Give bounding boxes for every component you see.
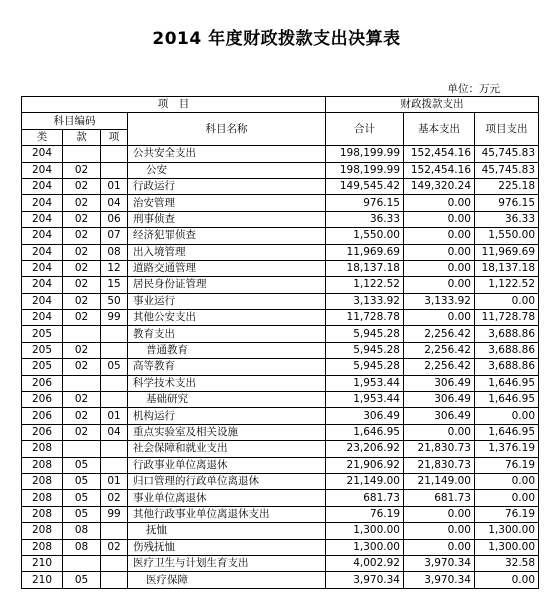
table-row: [22, 523, 539, 539]
project-cell: 3,688.86: [475, 342, 539, 358]
total-cell: 1,300.00: [326, 539, 404, 555]
kuan-cell: 08: [63, 539, 101, 555]
xiang-cell: [101, 326, 128, 342]
kuan-cell: 02: [63, 277, 101, 293]
table-row: [22, 506, 539, 522]
subject-name-cell: 伤残抚恤: [128, 539, 326, 555]
table-row: [22, 244, 539, 260]
table-row: [22, 572, 539, 588]
kuan-header: 款: [63, 129, 101, 145]
total-cell: 1,300.00: [326, 523, 404, 539]
basic-cell: 0.00: [404, 523, 475, 539]
item-header: 项 目: [22, 97, 326, 113]
lei-cell: 204: [22, 195, 63, 211]
subject-name-header: 科目名称: [128, 113, 326, 146]
basic-header: 基本支出: [404, 113, 475, 146]
basic-cell: 3,133.92: [404, 293, 475, 309]
basic-cell: 0.00: [404, 310, 475, 326]
code-group-header: 科目编码: [22, 113, 128, 129]
subject-name-cell: 其他公安支出: [128, 310, 326, 326]
total-cell: 1,646.95: [326, 424, 404, 440]
basic-cell: 3,970.34: [404, 555, 475, 571]
table-row: [22, 162, 539, 178]
kuan-cell: 02: [63, 244, 101, 260]
lei-cell: 208: [22, 523, 63, 539]
subject-name-cell: 抚恤: [128, 523, 326, 539]
xiang-cell: 01: [101, 408, 128, 424]
total-cell: 1,550.00: [326, 228, 404, 244]
basic-cell: 0.00: [404, 506, 475, 522]
table-row: [22, 195, 539, 211]
subject-name-cell: 刑事侦查: [128, 211, 326, 227]
subject-name-cell: 居民身份证管理: [128, 277, 326, 293]
table-row: [22, 260, 539, 276]
subject-name-cell: 医疗卫生与计划生育支出: [128, 555, 326, 571]
subject-name-cell: 出入境管理: [128, 244, 326, 260]
kuan-cell: 02: [63, 293, 101, 309]
xiang-cell: [101, 523, 128, 539]
project-cell: 0.00: [475, 490, 539, 506]
basic-cell: 306.49: [404, 375, 475, 391]
project-cell: 1,550.00: [475, 228, 539, 244]
kuan-cell: 02: [63, 211, 101, 227]
subject-name-cell: 医疗保障: [128, 572, 326, 588]
lei-cell: 204: [22, 310, 63, 326]
kuan-cell: 05: [63, 473, 101, 489]
kuan-cell: [63, 555, 101, 571]
total-cell: 4,002.92: [326, 555, 404, 571]
lei-cell: 206: [22, 424, 63, 440]
basic-cell: 0.00: [404, 539, 475, 555]
kuan-cell: [63, 441, 101, 457]
table-row: [22, 310, 539, 326]
subject-name-cell: 经济犯罪侦查: [128, 228, 326, 244]
subject-name-cell: 社会保障和就业支出: [128, 441, 326, 457]
header-row-2: [22, 113, 539, 129]
basic-cell: 3,970.34: [404, 572, 475, 588]
total-cell: 681.73: [326, 490, 404, 506]
project-cell: 1,122.52: [475, 277, 539, 293]
lei-cell: 205: [22, 326, 63, 342]
lei-cell: 204: [22, 178, 63, 194]
xiang-cell: 99: [101, 310, 128, 326]
project-cell: 1,376.19: [475, 441, 539, 457]
xiang-cell: [101, 162, 128, 178]
basic-cell: 681.73: [404, 490, 475, 506]
table-row: [22, 326, 539, 342]
basic-cell: 21,149.00: [404, 473, 475, 489]
basic-cell: 152,454.16: [404, 146, 475, 162]
lei-cell: 208: [22, 490, 63, 506]
project-cell: 36.33: [475, 211, 539, 227]
lei-cell: 205: [22, 342, 63, 358]
subject-name-cell: 行政事业单位离退休: [128, 457, 326, 473]
kuan-cell: 02: [63, 178, 101, 194]
subject-name-cell: 行政运行: [128, 178, 326, 194]
xiang-cell: 08: [101, 244, 128, 260]
subject-name-cell: 归口管理的行政单位离退休: [128, 473, 326, 489]
lei-cell: 208: [22, 539, 63, 555]
xiang-cell: [101, 441, 128, 457]
subject-name-cell: 公共安全支出: [128, 146, 326, 162]
table-row: [22, 146, 539, 162]
xiang-cell: 15: [101, 277, 128, 293]
project-cell: 0.00: [475, 408, 539, 424]
project-cell: 1,646.95: [475, 424, 539, 440]
basic-cell: 0.00: [404, 260, 475, 276]
lei-cell: 204: [22, 162, 63, 178]
total-header: 合计: [326, 113, 404, 146]
kuan-cell: 08: [63, 523, 101, 539]
table-row: [22, 539, 539, 555]
xiang-cell: [101, 342, 128, 358]
lei-cell: 208: [22, 473, 63, 489]
total-cell: 21,149.00: [326, 473, 404, 489]
basic-cell: 2,256.42: [404, 359, 475, 375]
kuan-cell: 05: [63, 506, 101, 522]
lei-cell: 208: [22, 457, 63, 473]
table-row: [22, 490, 539, 506]
total-cell: 3,133.92: [326, 293, 404, 309]
project-header: 项目支出: [475, 113, 539, 146]
basic-cell: 0.00: [404, 228, 475, 244]
table-row: [22, 392, 539, 408]
lei-cell: 205: [22, 359, 63, 375]
basic-cell: 306.49: [404, 392, 475, 408]
xiang-header: 项: [101, 129, 128, 145]
table-row: [22, 555, 539, 571]
project-cell: 3,688.86: [475, 326, 539, 342]
table-row: [22, 277, 539, 293]
kuan-cell: 05: [63, 572, 101, 588]
basic-cell: 306.49: [404, 408, 475, 424]
xiang-cell: [101, 392, 128, 408]
table-row: [22, 457, 539, 473]
table-row: [22, 473, 539, 489]
lei-cell: 208: [22, 506, 63, 522]
basic-cell: 152,454.16: [404, 162, 475, 178]
lei-cell: 204: [22, 293, 63, 309]
total-cell: 198,199.99: [326, 146, 404, 162]
basic-cell: 2,256.42: [404, 326, 475, 342]
project-cell: 76.19: [475, 506, 539, 522]
kuan-cell: 02: [63, 424, 101, 440]
xiang-cell: 02: [101, 539, 128, 555]
project-cell: 45,745.83: [475, 162, 539, 178]
total-cell: 5,945.28: [326, 359, 404, 375]
kuan-cell: 02: [63, 260, 101, 276]
xiang-cell: 01: [101, 178, 128, 194]
subject-name-cell: 教育支出: [128, 326, 326, 342]
table-row: [22, 211, 539, 227]
project-cell: 0.00: [475, 293, 539, 309]
basic-cell: 0.00: [404, 277, 475, 293]
lei-cell: 206: [22, 375, 63, 391]
table-row: [22, 342, 539, 358]
xiang-cell: 04: [101, 195, 128, 211]
lei-cell: 206: [22, 392, 63, 408]
xiang-cell: [101, 457, 128, 473]
kuan-cell: 02: [63, 342, 101, 358]
xiang-cell: 02: [101, 490, 128, 506]
project-cell: 0.00: [475, 572, 539, 588]
table-row: [22, 293, 539, 309]
kuan-cell: 02: [63, 195, 101, 211]
subject-name-cell: 其他行政事业单位离退休支出: [128, 506, 326, 522]
budget-group-header: 财政拨款支出: [326, 97, 539, 113]
total-cell: 149,545.42: [326, 178, 404, 194]
kuan-cell: [63, 326, 101, 342]
xiang-cell: 04: [101, 424, 128, 440]
total-cell: 21,906.92: [326, 457, 404, 473]
xiang-cell: 05: [101, 359, 128, 375]
table-row: [22, 424, 539, 440]
lei-cell: 210: [22, 555, 63, 571]
xiang-cell: 06: [101, 211, 128, 227]
total-cell: 1,122.52: [326, 277, 404, 293]
lei-cell: 204: [22, 146, 63, 162]
kuan-cell: 02: [63, 408, 101, 424]
project-cell: 18,137.18: [475, 260, 539, 276]
project-cell: 1,300.00: [475, 539, 539, 555]
subject-name-cell: 基础研究: [128, 392, 326, 408]
subject-name-cell: 普通教育: [128, 342, 326, 358]
xiang-cell: [101, 555, 128, 571]
kuan-cell: 05: [63, 490, 101, 506]
project-cell: 1,300.00: [475, 523, 539, 539]
total-cell: 306.49: [326, 408, 404, 424]
lei-cell: 204: [22, 244, 63, 260]
table-row: [22, 178, 539, 194]
project-cell: 11,728.78: [475, 310, 539, 326]
subject-name-cell: 科学技术支出: [128, 375, 326, 391]
xiang-cell: 50: [101, 293, 128, 309]
subject-name-cell: 重点实验室及相关设施: [128, 424, 326, 440]
total-cell: 36.33: [326, 211, 404, 227]
project-cell: 3,688.86: [475, 359, 539, 375]
table-row: [22, 359, 539, 375]
total-cell: 1,953.44: [326, 392, 404, 408]
subject-name-cell: 道路交通管理: [128, 260, 326, 276]
project-cell: 32.58: [475, 555, 539, 571]
kuan-cell: 02: [63, 228, 101, 244]
page-title: 2014 年度财政拨款支出决算表: [152, 29, 401, 49]
total-cell: 198,199.99: [326, 162, 404, 178]
table-row: [22, 375, 539, 391]
xiang-cell: [101, 146, 128, 162]
total-cell: 18,137.18: [326, 260, 404, 276]
table-row: [22, 441, 539, 457]
basic-cell: 2,256.42: [404, 342, 475, 358]
total-cell: 5,945.28: [326, 342, 404, 358]
kuan-cell: [63, 375, 101, 391]
header-row-1: [22, 97, 539, 113]
project-cell: 0.00: [475, 473, 539, 489]
project-cell: 45,745.83: [475, 146, 539, 162]
kuan-cell: 02: [63, 392, 101, 408]
total-cell: 1,953.44: [326, 375, 404, 391]
project-cell: 225.18: [475, 178, 539, 194]
lei-cell: 206: [22, 408, 63, 424]
kuan-cell: 02: [63, 310, 101, 326]
total-cell: 5,945.28: [326, 326, 404, 342]
lei-cell: 204: [22, 277, 63, 293]
lei-cell: 204: [22, 260, 63, 276]
lei-header: 类: [22, 129, 63, 145]
project-cell: 976.15: [475, 195, 539, 211]
table-body: [22, 146, 539, 589]
total-cell: 3,970.34: [326, 572, 404, 588]
subject-name-cell: 事业运行: [128, 293, 326, 309]
project-cell: 1,646.95: [475, 392, 539, 408]
subject-name-cell: 机构运行: [128, 408, 326, 424]
xiang-cell: 99: [101, 506, 128, 522]
total-cell: 11,728.78: [326, 310, 404, 326]
total-cell: 76.19: [326, 506, 404, 522]
table-row: [22, 228, 539, 244]
subject-name-cell: 治安管理: [128, 195, 326, 211]
total-cell: 11,969.69: [326, 244, 404, 260]
basic-cell: 0.00: [404, 195, 475, 211]
unit-label: 单位：万元: [447, 83, 500, 95]
total-cell: 23,206.92: [326, 441, 404, 457]
xiang-cell: 07: [101, 228, 128, 244]
basic-cell: 0.00: [404, 211, 475, 227]
lei-cell: 210: [22, 572, 63, 588]
subject-name-cell: 高等教育: [128, 359, 326, 375]
subject-name-cell: 事业单位离退休: [128, 490, 326, 506]
basic-cell: 21,830.73: [404, 441, 475, 457]
xiang-cell: 12: [101, 260, 128, 276]
basic-cell: 21,830.73: [404, 457, 475, 473]
lei-cell: 204: [22, 228, 63, 244]
xiang-cell: 01: [101, 473, 128, 489]
kuan-cell: 05: [63, 457, 101, 473]
kuan-cell: 02: [63, 162, 101, 178]
basic-cell: 0.00: [404, 424, 475, 440]
project-cell: 11,969.69: [475, 244, 539, 260]
project-cell: 76.19: [475, 457, 539, 473]
basic-cell: 0.00: [404, 244, 475, 260]
kuan-cell: [63, 146, 101, 162]
xiang-cell: [101, 375, 128, 391]
total-cell: 976.15: [326, 195, 404, 211]
table-row: [22, 408, 539, 424]
basic-cell: 149,320.24: [404, 178, 475, 194]
lei-cell: 208: [22, 441, 63, 457]
xiang-cell: [101, 572, 128, 588]
project-cell: 1,646.95: [475, 375, 539, 391]
subject-name-cell: 公安: [128, 162, 326, 178]
expenditure-table: [21, 96, 539, 589]
lei-cell: 204: [22, 211, 63, 227]
kuan-cell: 02: [63, 359, 101, 375]
